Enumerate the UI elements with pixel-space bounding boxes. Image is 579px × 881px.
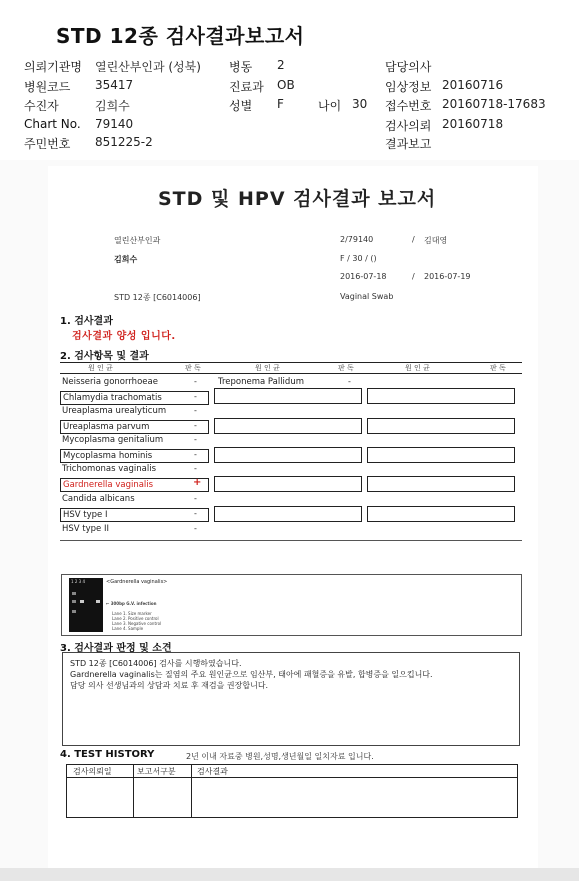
empty-result-box xyxy=(214,447,362,463)
organism-result: - xyxy=(194,377,197,386)
organism-name: Treponema Pallidum xyxy=(218,377,304,387)
section-1-title: 1. 검사결과 xyxy=(60,316,113,327)
organism-name: Mycoplasma hominis xyxy=(60,449,209,463)
section-2-title: 2. 검사항목 및 결과 xyxy=(60,351,149,362)
hosp-code-value: 35417 xyxy=(95,78,134,92)
result-table-bottom-rule xyxy=(60,540,522,541)
chart-doctor-id: 2/79140 xyxy=(340,235,374,244)
chart-slash: / xyxy=(412,235,415,244)
organism-result: - xyxy=(194,435,197,444)
history-header-cell: 보고서구분 xyxy=(137,767,176,776)
gel-legend: Lane 3. Negative control xyxy=(112,621,162,626)
empty-result-box xyxy=(214,476,362,492)
organism-name: Trichomonas vaginalis xyxy=(62,464,157,474)
receipt-label: 접수번호 xyxy=(385,99,432,113)
organism-name: Chlamydia trachomatis xyxy=(60,391,209,405)
empty-result-box xyxy=(367,388,515,404)
gel-band xyxy=(96,600,100,603)
organism-result: - xyxy=(194,421,197,430)
col2-organism-header: 원 인 균 xyxy=(255,364,280,372)
date-to: 2016-07-19 xyxy=(424,272,471,281)
age-label: 나이 xyxy=(318,99,342,113)
empty-result-box xyxy=(367,447,515,463)
organism-name-positive: Gardnerella vaginalis xyxy=(60,478,209,492)
history-col-divider xyxy=(191,765,192,817)
gel-legend: Lane 1. Size marker xyxy=(112,611,152,616)
hosp-code-label: 병원코드 xyxy=(24,80,71,94)
empty-result-box xyxy=(367,418,515,434)
opinion-line: Gardnerella vaginalis는 질염의 주요 원인균으로 임산부, 태아에 패혈증을 유발, 합병증을 일으킵니다. xyxy=(70,670,433,679)
sex-age: F / 30 / () xyxy=(340,254,377,263)
doctor-name: 김대영 xyxy=(424,236,448,245)
empty-result-box xyxy=(367,506,515,522)
date-slash: / xyxy=(412,272,415,281)
age-value: 30 xyxy=(352,97,368,111)
organism-result: - xyxy=(194,509,197,518)
history-header-cell: 검사결과 xyxy=(197,767,228,776)
section-3-title: 3. 검사결과 판정 및 소견 xyxy=(60,643,172,654)
sex-value: F xyxy=(277,97,284,111)
organism-result: - xyxy=(194,494,197,503)
history-note: 2년 이내 자료중 병원,성명,생년월일 일치자료 입니다. xyxy=(186,752,374,761)
specimen: Vaginal Swab xyxy=(340,292,394,301)
organism-result: - xyxy=(194,392,197,401)
gel-band xyxy=(72,610,76,613)
opinion-line: 담당 의사 선생님과의 상담과 치료 후 재검을 권장합니다. xyxy=(70,681,269,690)
chart-value: 79140 xyxy=(95,117,134,131)
empty-result-box xyxy=(214,418,362,434)
history-col-divider xyxy=(133,765,134,817)
gel-band xyxy=(72,600,76,603)
organism-name: Neisseria gonorrhoeae xyxy=(62,377,158,387)
date-from: 2016-07-18 xyxy=(340,272,387,281)
result-report-label: 결과보고 xyxy=(385,137,432,151)
organism-name: HSV type II xyxy=(62,524,110,534)
organism-result: - xyxy=(194,464,197,473)
gel-electrophoresis-image xyxy=(69,578,103,632)
history-header-row xyxy=(67,765,517,778)
col1-result-header: 판 독 xyxy=(185,364,201,372)
organism-name: Candida albicans xyxy=(62,494,135,504)
req-org-value: 열린산부인과 (성북) xyxy=(95,60,201,74)
col3-result-header: 판 독 xyxy=(490,364,506,372)
receipt-value: 20160718-17683 xyxy=(442,97,546,111)
result-table-header xyxy=(60,362,522,374)
patient-value: 김희수 xyxy=(95,99,130,113)
opinion-line: STD 12종 [C6014006] 검사를 시행하였습니다. xyxy=(70,659,242,668)
ward-label: 병동 xyxy=(229,60,253,74)
organism-result: - xyxy=(348,377,351,386)
history-header-cell: 검사의뢰일 xyxy=(73,767,112,776)
organism-name: Ureaplasma urealyticum xyxy=(62,406,167,416)
test-req-label: 검사의뢰 xyxy=(385,119,432,133)
empty-result-box xyxy=(214,506,362,522)
patient-label: 수진자 xyxy=(24,99,59,113)
sex-label: 성별 xyxy=(229,99,253,113)
clinic-name: 열린산부인과 xyxy=(114,236,161,245)
gel-band xyxy=(72,592,76,595)
test-req-value: 20160718 xyxy=(442,117,504,131)
ward-value: 2 xyxy=(277,58,285,72)
chart-label: Chart No. xyxy=(24,117,81,131)
col2-result-header: 판 독 xyxy=(338,364,354,372)
ssn-value: 851225-2 xyxy=(95,135,153,149)
organism-result-positive: + xyxy=(193,477,202,488)
req-org-label: 의뢰기관명 xyxy=(24,60,82,74)
document-title: STD 12종 검사결과보고서 xyxy=(56,24,305,48)
section-4-title: 4. TEST HISTORY xyxy=(60,749,155,760)
test-code: STD 12종 [C6014006] xyxy=(114,293,201,302)
organism-name: Ureaplasma parvum xyxy=(60,420,209,434)
empty-result-box xyxy=(214,388,362,404)
organism-result: - xyxy=(194,524,197,533)
empty-result-box xyxy=(367,476,515,492)
organism-result: - xyxy=(194,406,197,415)
result-summary: 검사결과 양성 입니다. xyxy=(72,331,176,342)
gel-band xyxy=(80,600,84,603)
doctor-label: 담당의사 xyxy=(385,60,432,74)
gel-legend: Lane 4. Sample xyxy=(112,626,144,631)
organism-name: Mycoplasma genitalium xyxy=(62,435,164,445)
ssn-label: 주민번호 xyxy=(24,137,71,151)
patient-name: 김희수 xyxy=(114,255,138,264)
organism-name: HSV type I xyxy=(60,508,209,522)
gel-lane-numbers: 1 2 3 4 xyxy=(71,579,85,584)
report-title: STD 및 HPV 검사결과 보고서 xyxy=(158,188,437,210)
dept-value: OB xyxy=(277,78,295,92)
gel-title: <Gardnerella vaginalis> xyxy=(106,579,168,585)
bottom-strip xyxy=(0,868,579,881)
test-history-table xyxy=(66,764,518,818)
gel-band-note: ← 300bp G.V. infection xyxy=(106,601,157,606)
col3-organism-header: 원 인 균 xyxy=(405,364,430,372)
dept-label: 진료과 xyxy=(229,80,264,94)
clinical-label: 임상정보 xyxy=(385,80,432,94)
clinical-value: 20160716 xyxy=(442,78,504,92)
organism-result: - xyxy=(194,450,197,459)
col1-organism-header: 원 인 균 xyxy=(88,364,113,372)
gel-legend: Lane 2. Positive control xyxy=(112,616,159,621)
